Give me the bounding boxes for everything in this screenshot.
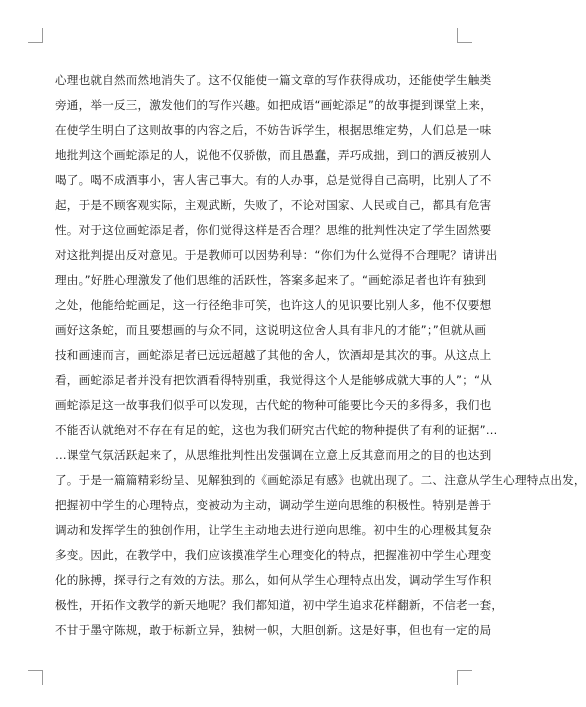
text-line: 不能否认就绝对不存在有足的蛇，这也为我们研究古代蛇的物种提供了有利的证据”… — [55, 423, 498, 437]
body-text — [55, 68, 586, 643]
text-line: 旁通，举一反三，激发他们的写作兴趣。如把成语“画蛇添足”的故事提到课堂上来， — [55, 98, 492, 112]
text-line: 喝了。喝不成酒事小，害人害己事大。有的人办事，总是觉得自己高明，比别人了不 — [55, 173, 492, 187]
text-line: 多变。因此，在教学中，我们应该摸准学生心理变化的特点，把握准初中学生心理变 — [55, 548, 492, 562]
text-line: 之处，他能给蛇画足，这一行径绝非可笑，也许这人的见识要比别人多，他不仅要想 — [55, 298, 492, 312]
text-line: 了。于是一篇篇精彩纷呈、见解独到的《画蛇添足有感》也就出现了。二、注意从学生心理特点出发， — [55, 473, 586, 487]
text-line: 在使学生明白了这则故事的内容之后，不妨告诉学生，根据思维定势，人们总是一味 — [55, 123, 492, 137]
crop-mark-bottom-left — [28, 670, 43, 685]
text-line: …课堂气氛活跃起来了，从思维批判性出发强调在立意上反其意而用之的目的也达到 — [55, 448, 492, 462]
text-line: 化的脉搏，探寻行之有效的方法。那么，如何从学生心理特点出发，调动学生写作积 — [55, 573, 492, 587]
text-line: 调动和发挥学生的独创作用，让学生主动地去进行逆向思维。初中生的心理极其复杂 — [55, 523, 492, 537]
crop-mark-bottom-right — [457, 670, 472, 685]
text-line: 画好这条蛇，而且要想画的与众不同，这说明这位舍人具有非凡的才能”；”但就从画 — [55, 323, 487, 337]
text-line: 极性，开拓作文教学的新天地呢？我们都知道，初中学生追求花样翻新，不信老一套， — [55, 598, 504, 612]
crop-mark-top-right — [457, 28, 472, 43]
crop-mark-top-left — [28, 28, 43, 43]
text-line: 技和画速而言，画蛇添足者已远远超越了其他的舍人，饮酒却是其次的事。从这点上 — [55, 348, 492, 362]
text-line: 理由。”好胜心理激发了他们思维的活跃性，答案多起来了。“画蛇添足者也许有独到 — [55, 273, 487, 287]
text-line: 性。对于这位画蛇添足者，你们觉得这样是否合理？思维的批判性决定了学生固然要 — [55, 223, 492, 237]
text-line: 看，画蛇添足者并没有把饮酒看得特别重，我觉得这个人是能够成就大事的人”；“从 — [55, 373, 492, 387]
text-line: 心理也就自然而然地消失了。这不仅能使一篇文章的写作获得成功，还能使学生触类 — [55, 73, 492, 87]
text-line: 画蛇添足这一故事我们似乎可以发现，古代蛇的物种可能要比今天的多得多，我们也 — [55, 398, 492, 412]
text-line: 起，于是不顾客观实际，主观武断，失败了，不论对国家、人民或自己，都具有危害 — [55, 198, 492, 212]
text-line: 对这批判提出反对意见。于是教师可以因势利导：“你们为什么觉得不合理呢？请讲出 — [55, 248, 498, 262]
text-line: 把握初中学生的心理特点，变被动为主动，调动学生逆向思维的积极性。特别是善于 — [55, 498, 492, 512]
text-line: 不甘于墨守陈规，敢于标新立异，独树一帜，大胆创新。这是好事，但也有一定的局 — [55, 623, 492, 637]
text-line: 地批判这个画蛇添足的人，说他不仅骄傲，而且愚蠢，弄巧成拙，到口的酒反被别人 — [55, 148, 492, 162]
